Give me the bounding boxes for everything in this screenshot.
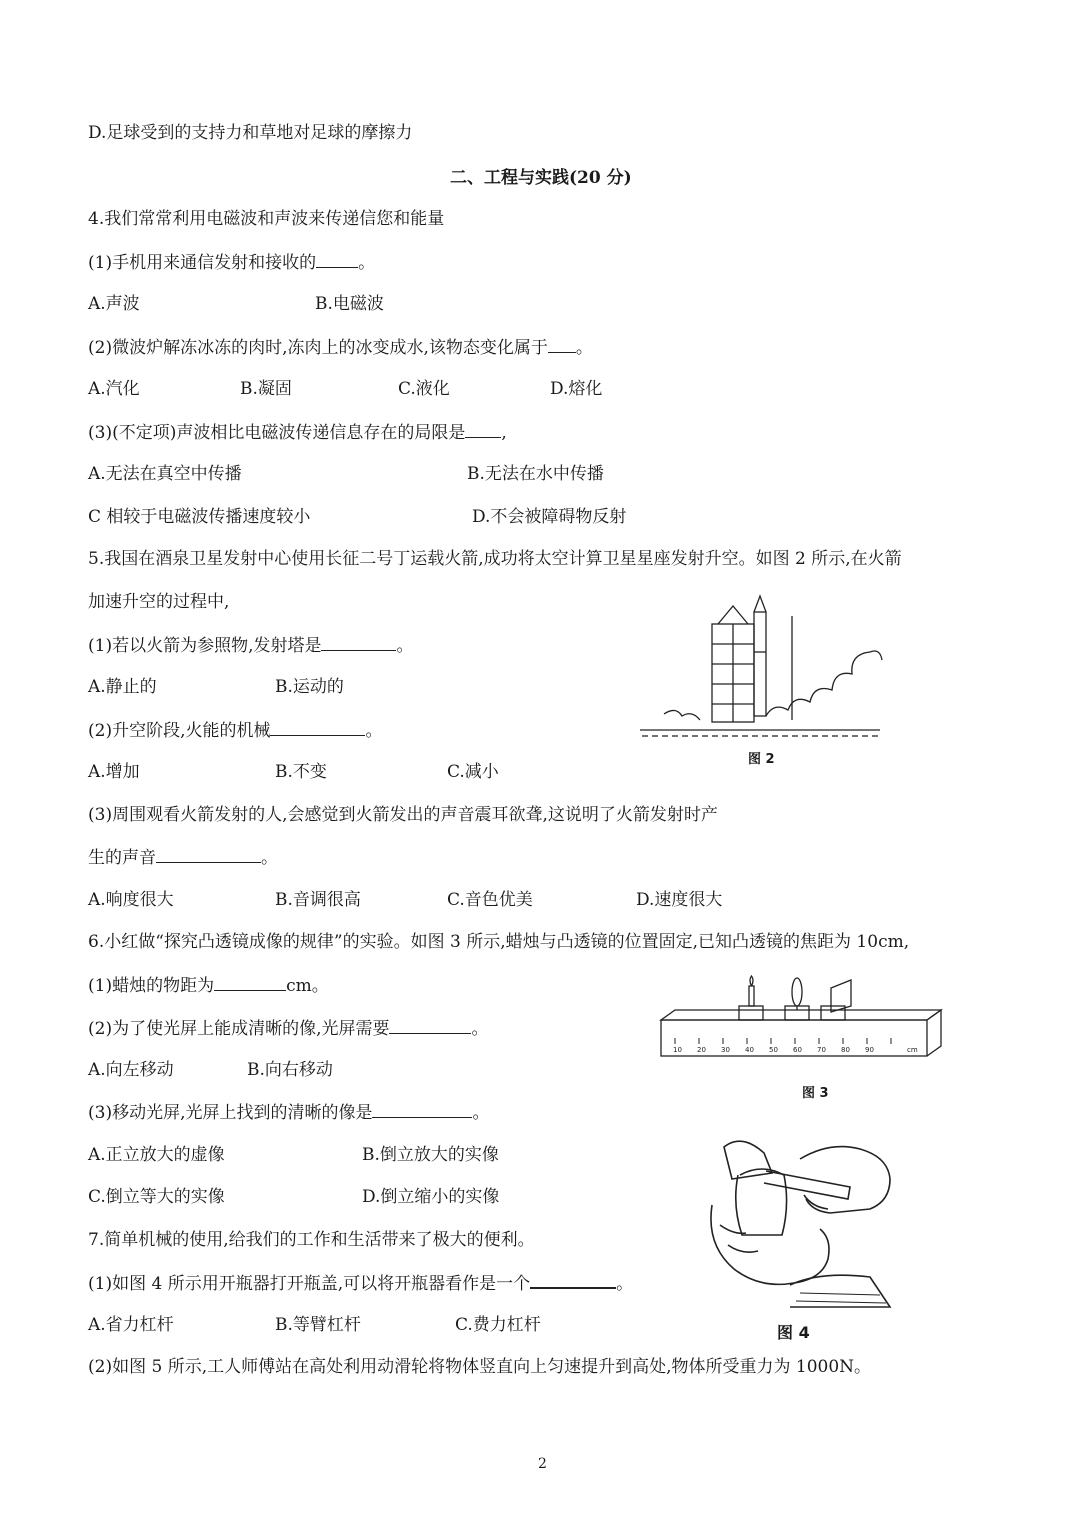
figure-3-caption: 图 3 (802, 1086, 829, 1101)
q5-sub3-option-b: B.音调很高 (275, 890, 361, 910)
q6-stem: 6.小红做“探究凸透镜成像的规律”的实验。如图 3 所示,蜡烛与凸透镜的位置固定,已知凸透镜的焦距为 10cm, (88, 932, 910, 952)
q4-sub3-option-c: C 相较于电磁波传播速度较小 (88, 507, 311, 527)
q5-sub2 (88, 719, 382, 742)
answer-blank[interactable] (548, 336, 576, 353)
q5-sub1 (88, 634, 413, 657)
q6-sub1 (88, 974, 329, 997)
q6-sub3-option-b: B.倒立放大的实像 (362, 1145, 499, 1165)
q4-sub3-option-a: A.无法在真空中传播 (88, 464, 242, 484)
q4-sub1-end: 。 (358, 253, 376, 273)
q6-sub2-text: (2)为了使光屏上能成清晰的像,光屏需要 (88, 1019, 390, 1039)
q5-sub3-line1: (3)周围观看火箭发射的人,会感觉到火箭发出的声音震耳欲聋,这说明了火箭发射时产 (88, 805, 718, 825)
q5-sub2-end: 。 (365, 721, 383, 741)
q7-sub1-text: (1)如图 4 所示用开瓶器打开瓶盖,可以将开瓶器看作是一个 (88, 1274, 531, 1294)
answer-blank[interactable] (270, 719, 365, 736)
q4-sub3-option-d: D.不会被障碍物反射 (472, 507, 627, 527)
ruler-tick-label: 10 (673, 1046, 682, 1054)
q4-sub3-text: (3)(不定项)声波相比电磁波传递信息存在的局限是 (88, 423, 466, 443)
q4-sub2-option-b: B.凝固 (240, 379, 292, 399)
ruler-tick-label: 70 (817, 1046, 826, 1054)
q5-sub3-option-d: D.速度很大 (636, 890, 723, 910)
q3-option-d: D.足球受到的支持力和草地对足球的摩擦力 (88, 123, 413, 143)
q5-sub2-option-b: B.不变 (275, 762, 327, 782)
answer-blank[interactable] (321, 634, 396, 651)
q4-sub3-option-b: B.无法在水中传播 (467, 464, 604, 484)
q5-sub1-end: 。 (396, 636, 414, 656)
q4-sub2-end: 。 (575, 338, 593, 358)
section-title: 二、工程与实践(20 分) (450, 168, 632, 188)
page-number: 2 (538, 1456, 547, 1472)
figure-2-rocket-launch (640, 592, 890, 742)
q5-stem-line1: 5.我国在酒泉卫星发射中心使用长征二号丁运载火箭,成功将太空计算卫星星座发射升空。如图 2 所示,在火箭 (88, 549, 902, 569)
q5-sub3-end: 。 (261, 848, 278, 868)
q4-sub1-text: (1)手机用来通信发射和接收的 (88, 253, 317, 273)
ruler-tick-label: 80 (841, 1046, 850, 1054)
q6-sub3-option-a: A.正立放大的虚像 (88, 1145, 225, 1165)
q5-sub3-line2 (88, 846, 278, 869)
q6-sub2-option-a: A.向左移动 (88, 1060, 174, 1080)
q6-sub2-end: 。 (471, 1019, 489, 1039)
answer-blank[interactable] (530, 1271, 616, 1289)
q4-sub2-option-c: C.液化 (398, 379, 450, 399)
q7-sub1-end: 。 (616, 1274, 634, 1294)
q4-sub1-option-b: B.电磁波 (315, 294, 384, 314)
q5-sub3-option-c: C.音色优美 (447, 890, 533, 910)
q5-sub2-text: (2)升空阶段,火能的机械 (88, 721, 271, 741)
q6-sub3-text: (3)移动光屏,光屏上找到的清晰的像是 (88, 1103, 373, 1123)
q7-sub1-option-b: B.等臂杠杆 (275, 1315, 361, 1335)
answer-blank[interactable] (316, 251, 358, 268)
q4-sub2 (88, 336, 593, 359)
q6-sub3-option-c: C.倒立等大的实像 (88, 1187, 225, 1207)
figure-4-bottle-opener (700, 1135, 900, 1315)
q6-sub3-option-d: D.倒立缩小的实像 (362, 1187, 500, 1207)
answer-blank[interactable] (389, 1017, 471, 1034)
q4-stem: 4.我们常常利用电磁波和声波来传递信您和能量 (88, 209, 445, 229)
q6-sub1-end: cm。 (286, 976, 329, 996)
figure-4-caption: 图 4 (777, 1323, 810, 1342)
figure-3-optical-bench (655, 972, 945, 1062)
q7-sub2: (2)如图 5 所示,工人师傅站在高处利用动滑轮将物体竖直向上匀速提升到高处,物体所受重力为 1000N。 (88, 1357, 872, 1377)
q7-stem: 7.简单机械的使用,给我们的工作和生活带来了极大的便利。 (88, 1230, 535, 1250)
q5-sub2-option-c: C.减小 (447, 762, 499, 782)
q5-sub1-option-b: B.运动的 (275, 677, 344, 697)
q4-sub2-option-a: A.汽化 (88, 379, 140, 399)
q6-sub1-text: (1)蜡烛的物距为 (88, 976, 215, 996)
ruler-tick-label: 60 (793, 1046, 802, 1054)
answer-blank[interactable] (372, 1101, 472, 1118)
q5-sub3-option-a: A.响度很大 (88, 890, 174, 910)
q5-sub3-text: 生的声音 (88, 848, 156, 868)
q6-sub2-option-b: B.向右移动 (247, 1060, 333, 1080)
q6-sub2 (88, 1017, 488, 1040)
q4-sub1-option-a: A.声波 (88, 294, 140, 314)
q6-sub3 (88, 1101, 489, 1124)
q4-sub2-text: (2)微波炉解冻冰冻的肉时,冻肉上的冰变成水,该物态变化属于 (88, 338, 548, 358)
q5-stem-line2: 加速升空的过程中, (88, 592, 230, 612)
ruler-tick-label: 90 (865, 1046, 874, 1054)
q4-sub1 (88, 251, 375, 274)
q5-sub1-text: (1)若以火箭为参照物,发射塔是 (88, 636, 322, 656)
ruler-tick-label: 40 (745, 1046, 754, 1054)
q5-sub1-option-a: A.静止的 (88, 677, 157, 697)
q7-sub1-option-a: A.省力杠杆 (88, 1315, 174, 1335)
q5-sub2-option-a: A.增加 (88, 762, 140, 782)
ruler-tick-label: 30 (721, 1046, 730, 1054)
q4-sub3 (88, 421, 507, 444)
ruler-tick-label: 50 (769, 1046, 778, 1054)
figure-2-caption: 图 2 (748, 752, 775, 767)
q7-sub1-option-c: C.费力杠杆 (455, 1315, 541, 1335)
q4-sub2-option-d: D.熔化 (550, 379, 603, 399)
answer-blank[interactable] (465, 421, 501, 438)
answer-blank[interactable] (156, 846, 261, 863)
ruler-unit-label: cm (907, 1046, 918, 1054)
q4-sub3-end: , (501, 423, 507, 443)
ruler-tick-label: 20 (697, 1046, 706, 1054)
q6-sub3-end: 。 (472, 1103, 490, 1123)
q7-sub1 (88, 1271, 633, 1295)
answer-blank[interactable] (214, 974, 286, 991)
